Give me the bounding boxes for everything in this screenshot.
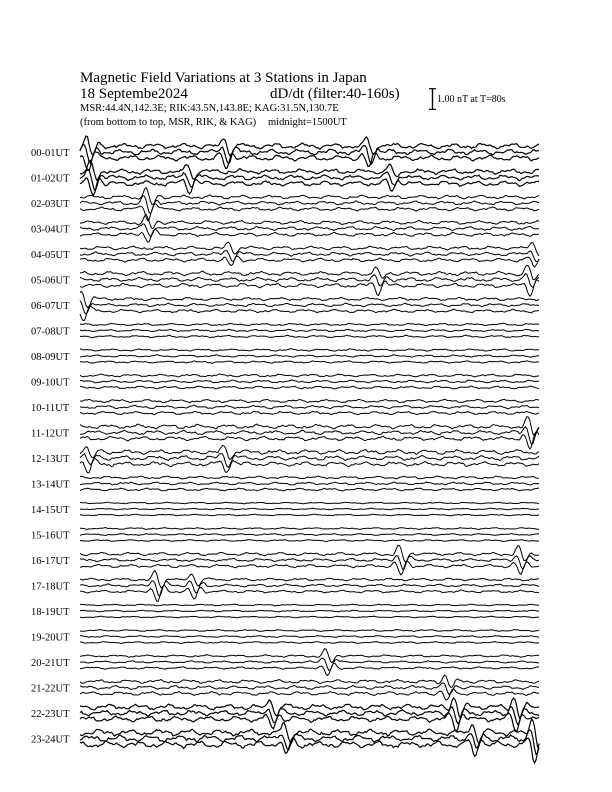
trace-kag <box>80 374 539 377</box>
trace-rik <box>80 534 539 536</box>
trace-rik <box>80 610 539 612</box>
row-label: 15-16UT <box>31 530 70 542</box>
trace-order-note: (from bottom to top, MSR, RIK, & KAG) <box>80 117 257 128</box>
row-label: 05-06UT <box>31 275 70 287</box>
row-label: 11-12UT <box>31 428 70 440</box>
station-coordinates: MSR:44.4N,142.3E; RIK:43.5N,143.8E; KAG:31.5N,130.7E <box>80 103 339 114</box>
trace-kag <box>80 399 539 403</box>
row-label: 10-11UT <box>31 403 70 414</box>
trace-msr <box>80 458 539 473</box>
trace-kag <box>80 528 539 530</box>
trace-rik <box>80 636 539 638</box>
row-label: 16-17UT <box>31 556 70 567</box>
row-label: 22-23UT <box>31 709 70 720</box>
trace-msr <box>80 585 539 602</box>
scale-label: 1.00 nT at T=80s <box>437 94 506 105</box>
trace-rik <box>80 355 539 358</box>
trace-rik <box>80 224 539 237</box>
row-label: 00-01UT <box>31 148 70 159</box>
row-label: 17-18UT <box>31 581 70 593</box>
trace-msr <box>80 386 539 389</box>
trace-kag <box>80 675 539 687</box>
row-label: 19-20UT <box>31 632 70 644</box>
trace-msr <box>80 361 539 364</box>
row-label: 01-02UT <box>31 173 70 185</box>
trace-rik <box>80 329 539 331</box>
chart-title: Magnetic Field Variations at 3 Stations in Japan <box>80 70 367 86</box>
trace-msr <box>80 306 539 321</box>
trace-msr <box>80 642 539 644</box>
trace-kag <box>80 188 539 205</box>
trace-rik <box>80 427 539 445</box>
trace-rik <box>80 581 539 597</box>
trace-rik <box>80 508 539 510</box>
trace-kag <box>80 265 539 279</box>
chart-date: 18 Septembe2024 <box>80 86 188 102</box>
trace-msr <box>80 335 539 338</box>
row-label: 12-13UT <box>31 454 70 465</box>
row-label: 20-21UT <box>31 658 70 669</box>
trace-rik <box>80 405 539 409</box>
row-label: 08-09UT <box>31 352 70 363</box>
row-label: 14-15UT <box>31 505 70 516</box>
trace-kag <box>80 476 539 479</box>
row-label: 23-24UT <box>31 734 70 746</box>
trace-msr <box>80 280 539 296</box>
row-label: 02-03UT <box>31 199 70 210</box>
row-label: 07-08UT <box>31 326 70 338</box>
chart-data-type: dD/dt (filter:40-160s) <box>270 86 400 102</box>
trace-msr <box>80 514 539 516</box>
row-label: 03-04UT <box>31 224 70 236</box>
trace-msr <box>80 432 539 449</box>
trace-msr <box>80 689 539 700</box>
trace-msr <box>80 229 539 242</box>
row-label: 04-05UT <box>31 250 70 261</box>
trace-msr <box>80 540 539 542</box>
trace-msr <box>80 616 539 618</box>
trace-kag <box>80 630 539 632</box>
midnight-note: midnight=1500UT <box>268 117 347 128</box>
trace-msr <box>80 663 539 675</box>
trace-kag <box>80 349 539 351</box>
trace-msr <box>80 738 539 763</box>
trace-msr <box>80 152 539 171</box>
trace-rik <box>80 482 539 485</box>
trace-msr <box>80 561 539 575</box>
trace-rik <box>80 707 539 725</box>
trace-kag <box>80 502 539 504</box>
trace-kag <box>80 604 539 606</box>
trace-msr <box>80 488 539 491</box>
row-label: 21-22UT <box>31 683 70 695</box>
trace-msr <box>80 411 539 414</box>
row-label: 13-14UT <box>31 479 70 491</box>
row-label: 09-10UT <box>31 377 70 389</box>
trace-msr <box>80 178 539 195</box>
trace-kag <box>80 323 539 325</box>
trace-rik <box>80 380 539 383</box>
row-label: 18-19UT <box>31 607 70 618</box>
trace-kag <box>80 446 539 460</box>
trace-msr <box>80 256 539 267</box>
row-label: 06-07UT <box>31 301 70 312</box>
